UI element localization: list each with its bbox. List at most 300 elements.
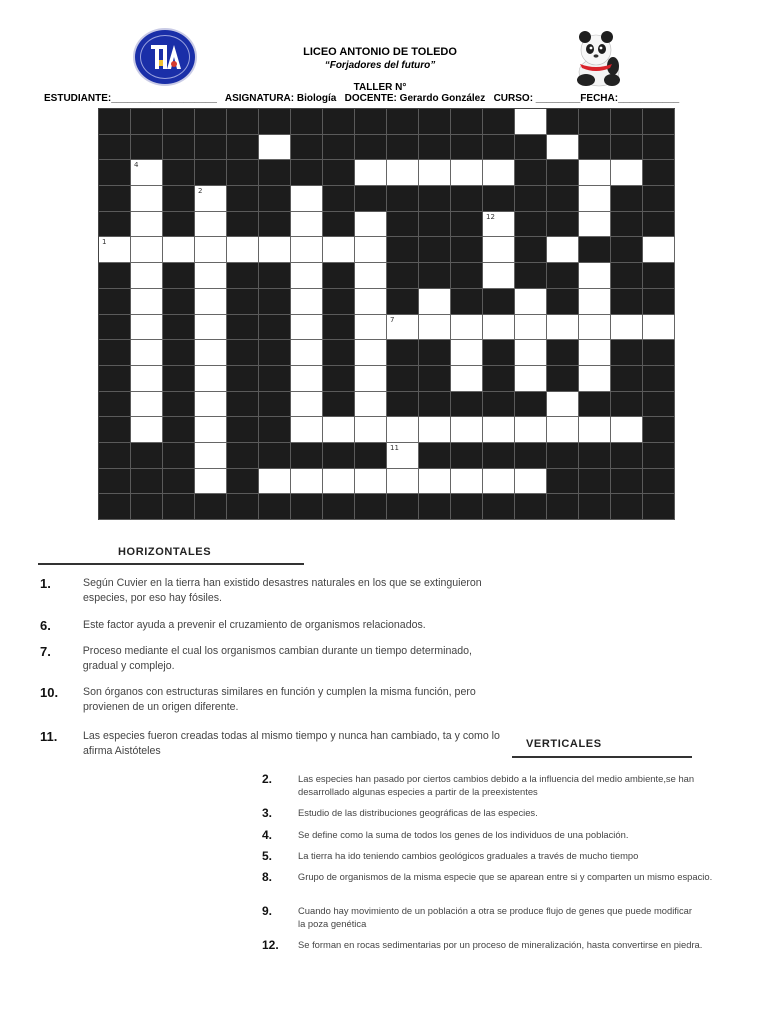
crossword-cell[interactable] — [579, 186, 611, 212]
crossword-cell[interactable] — [195, 289, 227, 315]
crossword-cell[interactable] — [131, 212, 163, 238]
crossword-blocked-cell — [387, 135, 419, 161]
crossword-blocked-cell — [419, 366, 451, 392]
crossword-blocked-cell — [195, 135, 227, 161]
crossword-blocked-cell — [579, 135, 611, 161]
crossword-cell[interactable] — [387, 160, 419, 186]
crossword-cell[interactable] — [227, 237, 259, 263]
crossword-cell[interactable] — [131, 392, 163, 418]
crossword-blocked-cell — [163, 135, 195, 161]
crossword-blocked-cell — [355, 494, 387, 520]
crossword-cell[interactable] — [387, 417, 419, 443]
crossword-blocked-cell — [643, 417, 675, 443]
crossword-grid — [98, 108, 675, 520]
crossword-blocked-cell — [483, 443, 515, 469]
crossword-blocked-cell — [323, 135, 355, 161]
crossword-cell[interactable] — [291, 417, 323, 443]
crossword-cell[interactable] — [259, 135, 291, 161]
crossword-cell[interactable] — [515, 109, 547, 135]
crossword-blocked-cell — [131, 135, 163, 161]
crossword-cell[interactable] — [419, 289, 451, 315]
crossword-blocked-cell — [643, 160, 675, 186]
crossword-cell[interactable] — [451, 315, 483, 341]
crossword-blocked-cell — [451, 494, 483, 520]
crossword-cell[interactable] — [419, 469, 451, 495]
crossword-blocked-cell — [323, 494, 355, 520]
crossword-blocked-cell — [515, 237, 547, 263]
crossword-blocked-cell — [611, 340, 643, 366]
crossword-blocked-cell — [387, 340, 419, 366]
crossword-blocked-cell — [387, 392, 419, 418]
crossword-blocked-cell — [99, 366, 131, 392]
crossword-cell[interactable] — [579, 212, 611, 238]
crossword-cell[interactable] — [131, 289, 163, 315]
crossword-blocked-cell — [291, 135, 323, 161]
crossword-blocked-cell — [483, 494, 515, 520]
crossword-cell[interactable] — [163, 237, 195, 263]
crossword-cell[interactable] — [195, 340, 227, 366]
crossword-cell[interactable] — [451, 340, 483, 366]
crossword-cell[interactable] — [323, 417, 355, 443]
crossword-cell[interactable] — [515, 417, 547, 443]
clue-text: Cuando hay movimiento de un población a otra se produce flujo de genes que puede modificar la poza genética — [298, 905, 693, 929]
crossword-cell[interactable] — [483, 315, 515, 341]
crossword-cell[interactable] — [291, 392, 323, 418]
crossword-blocked-cell — [451, 109, 483, 135]
crossword-blocked-cell — [355, 186, 387, 212]
crossword-blocked-cell — [451, 135, 483, 161]
crossword-blocked-cell — [643, 469, 675, 495]
crossword-cell[interactable] — [515, 289, 547, 315]
crossword-cell[interactable] — [515, 469, 547, 495]
crossword-cell[interactable] — [355, 237, 387, 263]
crossword-blocked-cell — [387, 109, 419, 135]
crossword-blocked-cell — [579, 494, 611, 520]
crossword-cell[interactable] — [195, 186, 227, 212]
crossword-cell[interactable] — [451, 417, 483, 443]
crossword-blocked-cell — [451, 186, 483, 212]
crossword-blocked-cell — [99, 443, 131, 469]
school-name: LICEO ANTONIO DE TOLEDO — [303, 46, 457, 58]
crossword-blocked-cell — [387, 494, 419, 520]
crossword-blocked-cell — [227, 340, 259, 366]
crossword-cell[interactable] — [451, 160, 483, 186]
crossword-clue-number: 11 — [390, 443, 399, 452]
crossword-blocked-cell — [291, 494, 323, 520]
clue-vertical-5 — [262, 849, 722, 863]
crossword-blocked-cell — [451, 237, 483, 263]
crossword-cell[interactable] — [131, 263, 163, 289]
crossword-cell[interactable] — [291, 212, 323, 238]
crossword-blocked-cell — [419, 135, 451, 161]
crossword-blocked-cell — [259, 109, 291, 135]
crossword-blocked-cell — [515, 212, 547, 238]
crossword-blocked-cell — [483, 109, 515, 135]
crossword-cell[interactable] — [611, 417, 643, 443]
crossword-blocked-cell — [643, 212, 675, 238]
crossword-cell[interactable] — [195, 443, 227, 469]
crossword-clue-number: 4 — [134, 161, 139, 170]
crossword-blocked-cell — [387, 366, 419, 392]
crossword-blocked-cell — [387, 237, 419, 263]
crossword-blocked-cell — [547, 494, 579, 520]
clue-vertical-12 — [262, 938, 722, 952]
crossword-clue-number: 12 — [486, 212, 495, 221]
crossword-cell[interactable] — [259, 237, 291, 263]
crossword-blocked-cell — [483, 186, 515, 212]
crossword-cell[interactable] — [547, 417, 579, 443]
crossword-blocked-cell — [643, 494, 675, 520]
crossword-blocked-cell — [611, 135, 643, 161]
crossword-cell[interactable] — [195, 392, 227, 418]
crossword-cell[interactable] — [99, 237, 131, 263]
crossword-blocked-cell — [131, 469, 163, 495]
crossword-cell[interactable] — [355, 315, 387, 341]
clue-horizontal-6 — [40, 618, 510, 633]
clue-text: Proceso mediante el cual los organismos cambian durante un tiempo determinado, gradual y complejo. — [82, 645, 472, 672]
crossword-blocked-cell — [387, 212, 419, 238]
verticales-title: VERTICALES — [526, 738, 602, 750]
crossword-blocked-cell — [323, 186, 355, 212]
crossword-blocked-cell — [547, 212, 579, 238]
crossword-blocked-cell — [163, 417, 195, 443]
crossword-blocked-cell — [643, 392, 675, 418]
clue-number: 11. — [40, 729, 58, 744]
crossword-blocked-cell — [323, 392, 355, 418]
crossword-blocked-cell — [643, 443, 675, 469]
crossword-blocked-cell — [515, 186, 547, 212]
crossword-blocked-cell — [515, 160, 547, 186]
clue-text: Las especies fueron creadas todas al mismo tiempo y nunca han cambiado, ta y como lo afirma Aistóteles — [83, 730, 500, 757]
clue-number: 7. — [40, 644, 51, 659]
crossword-blocked-cell — [643, 109, 675, 135]
crossword-cell[interactable] — [579, 366, 611, 392]
crossword-cell[interactable] — [291, 315, 323, 341]
crossword-cell[interactable] — [131, 340, 163, 366]
crossword-cell[interactable] — [419, 315, 451, 341]
crossword-blocked-cell — [451, 443, 483, 469]
crossword-blocked-cell — [259, 366, 291, 392]
clue-number: 12. — [262, 938, 279, 952]
crossword-cell[interactable] — [259, 469, 291, 495]
clue-text: Grupo de organismos de la misma especie que se aparean entre si y comparten un mismo espacio. — [297, 871, 713, 882]
clue-horizontal-1 — [40, 576, 510, 605]
crossword-blocked-cell — [99, 186, 131, 212]
crossword-blocked-cell — [291, 160, 323, 186]
crossword-blocked-cell — [195, 160, 227, 186]
crossword-blocked-cell — [323, 443, 355, 469]
crossword-cell[interactable] — [547, 392, 579, 418]
crossword-blocked-cell — [99, 263, 131, 289]
clue-text: Estudio de las distribuciones geográficas de las especies. — [298, 807, 538, 818]
crossword-blocked-cell — [323, 263, 355, 289]
crossword-cell[interactable] — [131, 160, 163, 186]
crossword-cell[interactable] — [483, 417, 515, 443]
crossword-cell[interactable] — [643, 315, 675, 341]
crossword-blocked-cell — [419, 340, 451, 366]
horizontales-rule — [38, 563, 304, 565]
clue-text: Según Cuvier en la tierra han existido desastres naturales en los que se extinguieron especies, por eso hay fósiles. — [83, 577, 482, 604]
crossword-cell[interactable] — [131, 417, 163, 443]
crossword-blocked-cell — [547, 469, 579, 495]
panda-plush-icon — [566, 28, 628, 90]
crossword-blocked-cell — [387, 289, 419, 315]
crossword-blocked-cell — [611, 494, 643, 520]
horizontales-title: HORIZONTALES — [118, 546, 212, 558]
crossword-blocked-cell — [643, 289, 675, 315]
crossword-cell[interactable] — [195, 469, 227, 495]
crossword-cell[interactable] — [195, 315, 227, 341]
crossword-blocked-cell — [227, 417, 259, 443]
crossword-blocked-cell — [579, 392, 611, 418]
crossword-blocked-cell — [547, 443, 579, 469]
crossword-blocked-cell — [259, 315, 291, 341]
crossword-blocked-cell — [259, 289, 291, 315]
crossword-cell[interactable] — [291, 469, 323, 495]
school-crest-icon — [133, 28, 197, 86]
crossword-blocked-cell — [291, 109, 323, 135]
crossword-cell[interactable] — [387, 315, 419, 341]
crossword-blocked-cell — [227, 494, 259, 520]
crossword-blocked-cell — [163, 263, 195, 289]
crossword-blocked-cell — [163, 186, 195, 212]
worksheet-number: TALLER N° — [353, 82, 407, 93]
clue-horizontal-7 — [40, 644, 510, 673]
clue-number: 10. — [40, 685, 59, 700]
logo-mark — [149, 42, 183, 72]
crossword-cell[interactable] — [291, 366, 323, 392]
crossword-blocked-cell — [643, 366, 675, 392]
crossword-blocked-cell — [227, 289, 259, 315]
crossword-blocked-cell — [547, 109, 579, 135]
crossword-blocked-cell — [419, 392, 451, 418]
crossword-cell[interactable] — [291, 237, 323, 263]
crossword-blocked-cell — [227, 212, 259, 238]
crossword-blocked-cell — [163, 315, 195, 341]
crossword-cell[interactable] — [323, 237, 355, 263]
crossword-blocked-cell — [99, 135, 131, 161]
crossword-cell[interactable] — [579, 289, 611, 315]
clue-vertical-3 — [262, 806, 722, 820]
crossword-blocked-cell — [227, 109, 259, 135]
crossword-blocked-cell — [451, 212, 483, 238]
crossword-blocked-cell — [611, 263, 643, 289]
crossword-cell[interactable] — [579, 417, 611, 443]
crossword-blocked-cell — [547, 263, 579, 289]
crossword-blocked-cell — [227, 135, 259, 161]
crossword-cell[interactable] — [131, 237, 163, 263]
crossword-blocked-cell — [259, 392, 291, 418]
crossword-blocked-cell — [227, 315, 259, 341]
crossword-cell[interactable] — [195, 212, 227, 238]
crossword-cell[interactable] — [579, 263, 611, 289]
crossword-blocked-cell — [259, 417, 291, 443]
crossword-cell[interactable] — [131, 315, 163, 341]
crossword-blocked-cell — [419, 494, 451, 520]
crossword-blocked-cell — [419, 237, 451, 263]
crossword-cell[interactable] — [355, 417, 387, 443]
school-motto: “Forjadores del futuro” — [324, 60, 436, 71]
crossword-blocked-cell — [611, 212, 643, 238]
crossword-blocked-cell — [163, 160, 195, 186]
crossword-cell[interactable] — [515, 366, 547, 392]
clue-horizontal-11 — [40, 729, 510, 758]
verticales-rule — [512, 756, 692, 758]
crossword-cell[interactable] — [515, 315, 547, 341]
crossword-blocked-cell — [547, 366, 579, 392]
crossword-clue-number: 7 — [390, 315, 395, 324]
crossword-cell[interactable] — [355, 340, 387, 366]
crossword-blocked-cell — [579, 469, 611, 495]
crossword-blocked-cell — [483, 392, 515, 418]
crossword-cell[interactable] — [483, 160, 515, 186]
crossword-blocked-cell — [163, 289, 195, 315]
crossword-blocked-cell — [611, 443, 643, 469]
crossword-cell[interactable] — [611, 315, 643, 341]
crossword-blocked-cell — [355, 109, 387, 135]
crossword-blocked-cell — [483, 340, 515, 366]
crossword-cell[interactable] — [291, 289, 323, 315]
crossword-blocked-cell — [259, 494, 291, 520]
clue-number: 4. — [262, 828, 273, 842]
crossword-blocked-cell — [99, 315, 131, 341]
crossword-blocked-cell — [163, 392, 195, 418]
crossword-cell[interactable] — [195, 417, 227, 443]
crossword-cell[interactable] — [291, 340, 323, 366]
crossword-blocked-cell — [611, 109, 643, 135]
crossword-blocked-cell — [323, 160, 355, 186]
crossword-blocked-cell — [227, 392, 259, 418]
student-info-line: ESTUDIANTE:___________________ ASIGNATURA: Biología DOCENTE: Gerardo González CURSO: ________FECHA:___________ — [44, 93, 680, 104]
crossword-cell[interactable] — [355, 289, 387, 315]
crossword-blocked-cell — [451, 289, 483, 315]
crossword-blocked-cell — [419, 443, 451, 469]
crossword-blocked-cell — [547, 289, 579, 315]
crossword-blocked-cell — [323, 212, 355, 238]
crossword-blocked-cell — [323, 289, 355, 315]
crossword-blocked-cell — [483, 366, 515, 392]
clue-text: Se define como la suma de todos los genes de los individuos de una población. — [298, 829, 629, 840]
crossword-cell[interactable] — [195, 237, 227, 263]
crossword-cell[interactable] — [355, 469, 387, 495]
crossword-cell[interactable] — [547, 135, 579, 161]
crossword-cell[interactable] — [355, 263, 387, 289]
crossword-blocked-cell — [195, 494, 227, 520]
crossword-blocked-cell — [643, 340, 675, 366]
crossword-blocked-cell — [355, 443, 387, 469]
crossword-cell[interactable] — [515, 340, 547, 366]
crossword-blocked-cell — [259, 160, 291, 186]
crossword-blocked-cell — [323, 315, 355, 341]
crossword-cell[interactable] — [483, 469, 515, 495]
crossword-blocked-cell — [515, 263, 547, 289]
clue-number: 1. — [40, 576, 51, 591]
crossword-blocked-cell — [99, 289, 131, 315]
crossword-cell[interactable] — [355, 392, 387, 418]
crossword-blocked-cell — [259, 443, 291, 469]
crossword-blocked-cell — [259, 340, 291, 366]
crossword-cell[interactable] — [483, 212, 515, 238]
crossword-blocked-cell — [451, 263, 483, 289]
crossword-blocked-cell — [579, 109, 611, 135]
crossword-cell[interactable] — [323, 469, 355, 495]
clue-number: 8. — [262, 870, 273, 884]
crossword-blocked-cell — [259, 186, 291, 212]
crossword-cell[interactable] — [579, 315, 611, 341]
crossword-cell[interactable] — [131, 366, 163, 392]
crossword-cell[interactable] — [579, 340, 611, 366]
crossword-cell[interactable] — [643, 237, 675, 263]
clue-number: 6. — [40, 618, 51, 633]
crossword-cell[interactable] — [451, 469, 483, 495]
crossword-blocked-cell — [547, 340, 579, 366]
crossword-blocked-cell — [163, 443, 195, 469]
crossword-cell[interactable] — [195, 366, 227, 392]
crossword-cell[interactable] — [419, 160, 451, 186]
crossword-cell[interactable] — [355, 366, 387, 392]
crossword-blocked-cell — [259, 263, 291, 289]
crossword-cell[interactable] — [547, 315, 579, 341]
crossword-blocked-cell — [163, 109, 195, 135]
crossword-cell[interactable] — [355, 212, 387, 238]
crossword-blocked-cell — [643, 263, 675, 289]
crossword-cell[interactable] — [291, 263, 323, 289]
crossword-cell[interactable] — [451, 366, 483, 392]
crossword-blocked-cell — [227, 186, 259, 212]
crossword-cell[interactable] — [483, 237, 515, 263]
crossword-cell[interactable] — [387, 469, 419, 495]
clue-vertical-9 — [262, 904, 722, 930]
crossword-blocked-cell — [131, 494, 163, 520]
crossword-blocked-cell — [227, 263, 259, 289]
crossword-cell[interactable] — [387, 443, 419, 469]
crossword-blocked-cell — [227, 160, 259, 186]
crossword-cell[interactable] — [579, 160, 611, 186]
crossword-cell[interactable] — [195, 263, 227, 289]
crossword-cell[interactable] — [547, 237, 579, 263]
crossword-blocked-cell — [163, 366, 195, 392]
crossword-blocked-cell — [643, 135, 675, 161]
crossword-blocked-cell — [163, 469, 195, 495]
crossword-blocked-cell — [163, 340, 195, 366]
crossword-cell[interactable] — [419, 417, 451, 443]
crossword-blocked-cell — [99, 212, 131, 238]
crossword-clue-number: 2 — [198, 187, 203, 196]
crossword-blocked-cell — [515, 443, 547, 469]
crossword-blocked-cell — [611, 366, 643, 392]
crossword-blocked-cell — [515, 494, 547, 520]
crossword-blocked-cell — [611, 237, 643, 263]
crossword-cell[interactable] — [131, 186, 163, 212]
clue-horizontal-10 — [40, 685, 510, 714]
crossword-cell[interactable] — [483, 263, 515, 289]
crossword-blocked-cell — [419, 109, 451, 135]
crossword-blocked-cell — [323, 366, 355, 392]
crossword-blocked-cell — [419, 263, 451, 289]
crossword-blocked-cell — [99, 109, 131, 135]
clue-text: La tierra ha ido teniendo cambios geológicos graduales a través de mucho tiempo — [298, 850, 639, 861]
clue-text: Son órganos con estructuras similares en función y cumplen la misma función, pero provienen de un origen diferente. — [83, 686, 476, 713]
crossword-blocked-cell — [323, 340, 355, 366]
crossword-blocked-cell — [99, 340, 131, 366]
crossword-blocked-cell — [419, 186, 451, 212]
crossword-blocked-cell — [515, 392, 547, 418]
clue-text: Las especies han pasado por ciertos cambios debido a la influencia del medio ambiente,se han desarrollado algunas especies a partir de la preexistentes — [298, 773, 695, 797]
crossword-blocked-cell — [579, 443, 611, 469]
crossword-cell[interactable] — [291, 186, 323, 212]
crossword-cell[interactable] — [611, 160, 643, 186]
crossword-cell[interactable] — [355, 160, 387, 186]
